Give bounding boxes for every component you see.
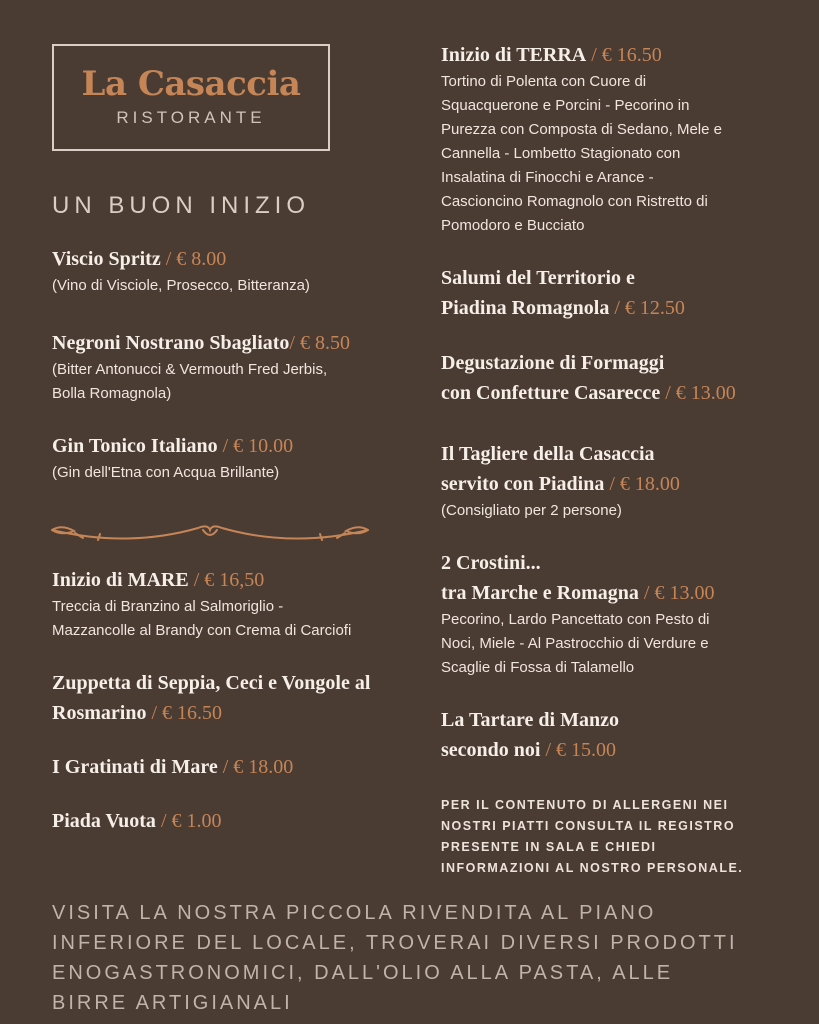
- shop-notice: VISITA LA NOSTRA PICCOLA RIVENDITA AL PIANO INFERIORE DEL LOCALE, TROVERAI DIVERSI PRODOTTI ENOGASTRONOMICI, DALL'OLIO ALLA PASTA, ALLE BIRRE ARTIGIANALI: [52, 902, 738, 1014]
- item-price: / € 10.00: [217, 435, 294, 457]
- item-description: Bolla Romagnola): [52, 385, 172, 402]
- item-title: Gin Tonico Italiano / € 10.00: [52, 435, 294, 457]
- item-price: / € 8.50: [289, 332, 350, 354]
- menu-item: [52, 752, 293, 782]
- menu-item: [52, 328, 350, 406]
- item-description: Pecorino, Lardo Pancettato con Pesto di: [441, 611, 710, 628]
- item-title: Viscio Spritz / € 8.00: [52, 248, 227, 270]
- menu-item: [441, 348, 736, 408]
- item-description: Cascioncino Romagnolo con Ristretto di: [441, 193, 708, 210]
- item-price: / € 16.50: [146, 702, 223, 724]
- menu-item: [52, 806, 222, 836]
- item-description: Pomodoro e Bucciato: [441, 217, 585, 234]
- menu-item: [52, 668, 370, 728]
- item-description: (Consigliato per 2 persone): [441, 502, 622, 519]
- restaurant-logo: [52, 44, 330, 151]
- ornament-divider-icon: [48, 518, 372, 548]
- menu-item: [52, 565, 351, 643]
- menu-item: [441, 439, 680, 523]
- item-title: Degustazione di Formaggi: [441, 352, 665, 374]
- item-title: Piadina Romagnola / € 12.50: [441, 297, 685, 319]
- restaurant-name: La Casaccia: [81, 64, 301, 104]
- item-price: / € 18.00: [604, 473, 680, 495]
- section-title: UN BUON INIZIO: [52, 192, 311, 219]
- item-title: Zuppetta di Seppia, Ceci e Vongole al: [52, 672, 371, 694]
- item-title: con Confetture Casarecce / € 13.00: [441, 382, 736, 404]
- menu-item: [441, 705, 619, 765]
- item-title: Inizio di TERRA / € 16.50: [441, 44, 662, 66]
- item-title: La Tartare di Manzo: [441, 709, 619, 731]
- menu-item: [441, 263, 685, 323]
- menu-item: [441, 40, 722, 238]
- item-price: / € 16,50: [188, 569, 265, 591]
- item-price: / € 12.50: [609, 297, 685, 319]
- item-price: / € 8.00: [160, 248, 227, 270]
- item-price: / € 13.00: [660, 382, 736, 404]
- item-description: Mazzancolle al Brandy con Crema di Carciofi: [52, 622, 352, 639]
- item-title: servito con Piadina / € 18.00: [441, 473, 680, 495]
- menu-item: [52, 431, 293, 485]
- item-description: Squacquerone e Porcini - Pecorino in: [441, 97, 690, 114]
- menu-item: [441, 548, 714, 680]
- item-description: Tortino di Polenta con Cuore di: [441, 73, 647, 90]
- item-description: Treccia di Branzino al Salmoriglio -: [52, 598, 284, 615]
- item-price: / € 15.00: [540, 739, 617, 761]
- item-price: / € 18.00: [217, 756, 294, 778]
- item-title: Salumi del Territorio e: [441, 267, 635, 289]
- item-description: Insalatina di Finocchi e Arance -: [441, 169, 654, 186]
- restaurant-subtitle: RISTORANTE: [116, 108, 266, 127]
- item-price: / € 16.50: [586, 44, 662, 66]
- item-description: Noci, Miele - Al Pastrocchio di Verdure e: [441, 635, 709, 652]
- item-title: tra Marche e Romagna / € 13.00: [441, 582, 715, 604]
- item-title: I Gratinati di Mare / € 18.00: [52, 756, 294, 778]
- item-description: (Bitter Antonucci & Vermouth Fred Jerbis,: [52, 361, 328, 378]
- item-price: / € 1.00: [155, 810, 222, 832]
- item-title: Negroni Nostrano Sbagliato/ € 8.50: [52, 332, 350, 354]
- item-title: Inizio di MARE / € 16,50: [52, 569, 265, 591]
- item-title: secondo noi / € 15.00: [441, 739, 617, 761]
- item-description: (Vino di Visciole, Prosecco, Bitteranza): [52, 277, 310, 294]
- item-title: Piada Vuota / € 1.00: [52, 810, 222, 832]
- item-description: (Gin dell'Etna con Acqua Brillante): [52, 464, 280, 481]
- item-title: Rosmarino / € 16.50: [52, 702, 223, 724]
- item-title: 2 Crostini...: [441, 552, 541, 574]
- item-description: Purezza con Composta di Sedano, Mele e: [441, 121, 722, 138]
- item-title: Il Tagliere della Casaccia: [441, 443, 655, 465]
- menu-item: [52, 244, 310, 298]
- item-description: Scaglie di Fossa di Talamello: [441, 659, 635, 676]
- item-price: / € 13.00: [638, 582, 715, 604]
- item-description: Cannella - Lombetto Stagionato con: [441, 145, 681, 162]
- allergen-notice: PER IL CONTENUTO DI ALLERGENI NEI NOSTRI PIATTI CONSULTA IL REGISTRO PRESENTE IN SALA E CHIEDI INFORMAZIONI AL NOSTRO PERSONALE.: [441, 798, 744, 875]
